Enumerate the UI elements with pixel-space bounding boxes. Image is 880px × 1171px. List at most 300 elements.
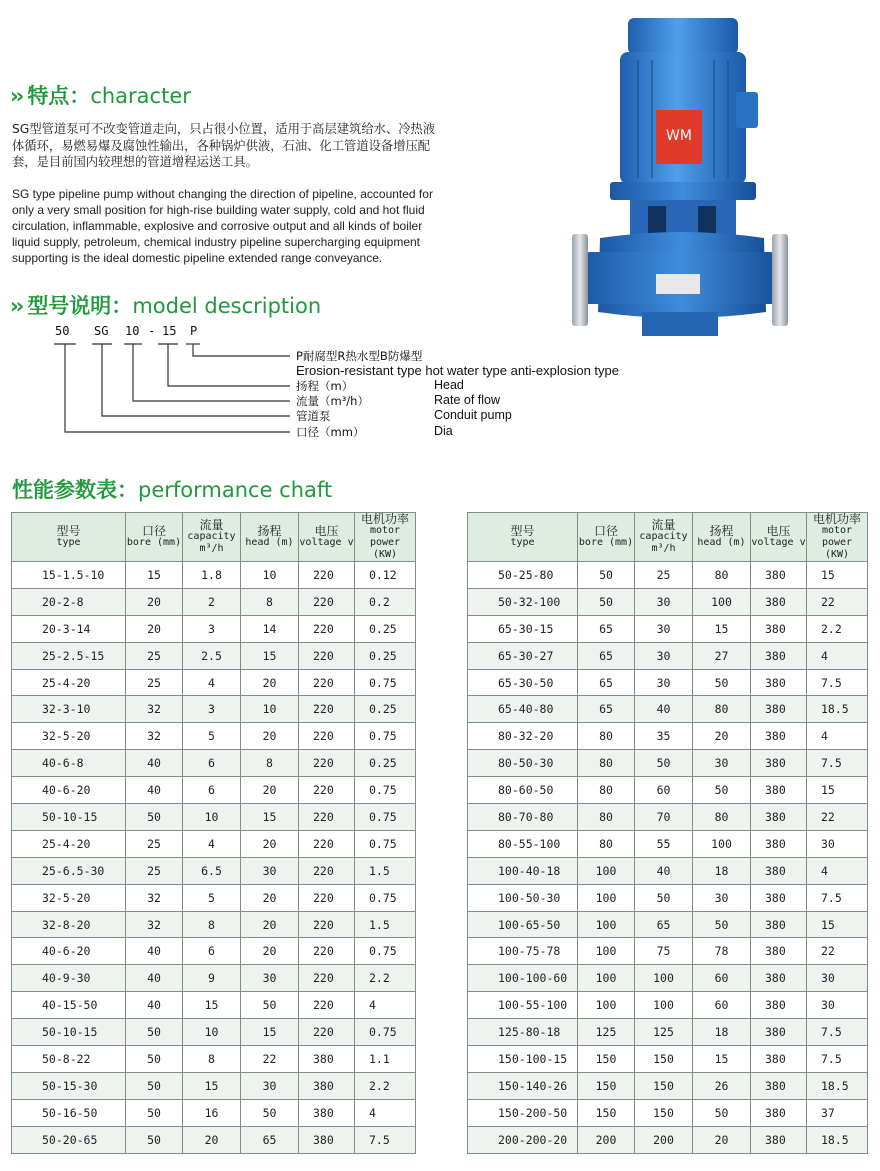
cell-head: 80 <box>693 562 751 589</box>
cell-head: 50 <box>241 992 299 1019</box>
header-power <box>807 513 868 562</box>
cell-capacity: 10 <box>183 804 241 831</box>
cell-bore: 50 <box>126 804 183 831</box>
cell-head: 15 <box>241 804 299 831</box>
cell-type: 50-15-30 <box>12 1072 126 1099</box>
cell-capacity: 5 <box>183 884 241 911</box>
cell-bore: 25 <box>126 669 183 696</box>
cell-head: 8 <box>241 750 299 777</box>
cell-power: 30 <box>807 965 868 992</box>
cell-head: 20 <box>241 884 299 911</box>
header-bore-en: bore (mm) <box>126 537 182 548</box>
cell-bore: 100 <box>578 965 635 992</box>
table-row <box>468 588 868 615</box>
character-title: ›› 特点：character <box>10 84 191 108</box>
cell-voltage: 380 <box>751 804 807 831</box>
cell-voltage: 380 <box>751 830 807 857</box>
cell-type: 100-100-60 <box>468 965 578 992</box>
performance-table-left <box>11 512 416 1154</box>
table-row <box>468 562 868 589</box>
header-capacity <box>183 513 241 562</box>
model-code-dash: - <box>148 324 156 338</box>
cell-type: 125-80-18 <box>468 1019 578 1046</box>
cell-power: 0.75 <box>355 804 416 831</box>
cell-voltage: 220 <box>299 669 355 696</box>
model-title: ›› 型号说明：model description <box>10 294 322 318</box>
model-code-type: P <box>190 324 198 338</box>
model-row-flow-cn: 流量（m³/h） <box>296 394 369 408</box>
cell-bore: 50 <box>126 1072 183 1099</box>
cell-power: 30 <box>807 830 868 857</box>
cell-bore: 80 <box>578 723 635 750</box>
cell-head: 100 <box>693 588 751 615</box>
pump-image <box>560 12 800 342</box>
cell-head: 22 <box>241 1046 299 1073</box>
cell-type: 25-6.5-30 <box>12 857 126 884</box>
cell-type: 40-6-20 <box>12 777 126 804</box>
cell-power: 0.75 <box>355 830 416 857</box>
cell-type: 50-16-50 <box>12 1099 126 1126</box>
cell-head: 20 <box>693 723 751 750</box>
cell-power: 0.75 <box>355 1019 416 1046</box>
cell-bore: 100 <box>578 911 635 938</box>
cell-head: 8 <box>241 588 299 615</box>
table-row <box>468 804 868 831</box>
cell-voltage: 380 <box>751 1046 807 1073</box>
cell-voltage: 220 <box>299 911 355 938</box>
cell-head: 20 <box>241 669 299 696</box>
cell-bore: 20 <box>126 588 183 615</box>
cell-bore: 65 <box>578 669 635 696</box>
table-header-row <box>468 513 868 562</box>
cell-power: 15 <box>807 777 868 804</box>
table-row <box>12 1019 416 1046</box>
header-voltage <box>751 513 807 562</box>
cell-bore: 80 <box>578 750 635 777</box>
cell-power: 0.75 <box>355 669 416 696</box>
cell-capacity: 3 <box>183 696 241 723</box>
cell-voltage: 380 <box>751 1126 807 1153</box>
cell-capacity: 30 <box>635 669 693 696</box>
cell-bore: 65 <box>578 642 635 669</box>
cell-bore: 65 <box>578 615 635 642</box>
cell-power: 15 <box>807 562 868 589</box>
cell-capacity: 75 <box>635 938 693 965</box>
cell-power: 0.25 <box>355 696 416 723</box>
cell-type: 25-4-20 <box>12 830 126 857</box>
cell-head: 26 <box>693 1072 751 1099</box>
cell-voltage: 220 <box>299 938 355 965</box>
cell-type: 100-75-78 <box>468 938 578 965</box>
cell-power: 7.5 <box>807 884 868 911</box>
cell-type: 40-6-8 <box>12 750 126 777</box>
cell-voltage: 380 <box>751 588 807 615</box>
cell-type: 100-40-18 <box>468 857 578 884</box>
table-row <box>12 857 416 884</box>
cell-capacity: 15 <box>183 992 241 1019</box>
cell-bore: 40 <box>126 938 183 965</box>
header-capacity-cn: 流量 <box>651 518 676 532</box>
cell-capacity: 9 <box>183 965 241 992</box>
header-capacity <box>635 513 693 562</box>
cell-type: 100-55-100 <box>468 992 578 1019</box>
cell-bore: 40 <box>126 965 183 992</box>
cell-power: 18.5 <box>807 1126 868 1153</box>
header-power-cn: 电机功率 <box>360 512 409 526</box>
header-head <box>693 513 751 562</box>
cell-power: 0.75 <box>355 884 416 911</box>
table-row <box>468 992 868 1019</box>
cell-type: 32-3-10 <box>12 696 126 723</box>
cell-bore: 32 <box>126 911 183 938</box>
table-row <box>12 777 416 804</box>
cell-bore: 150 <box>578 1099 635 1126</box>
cell-head: 30 <box>693 750 751 777</box>
cell-bore: 200 <box>578 1126 635 1153</box>
cell-power: 4 <box>355 992 416 1019</box>
cell-head: 50 <box>693 669 751 696</box>
cell-power: 1.5 <box>355 911 416 938</box>
header-bore <box>126 513 183 562</box>
cell-capacity: 8 <box>183 911 241 938</box>
cell-bore: 50 <box>126 1046 183 1073</box>
header-voltage-en: voltage v <box>299 537 354 548</box>
model-row-head-en: Head <box>434 378 464 392</box>
cell-head: 20 <box>241 777 299 804</box>
table-row <box>468 1019 868 1046</box>
header-power-cn: 电机功率 <box>812 512 861 526</box>
table-row <box>468 1072 868 1099</box>
table-row <box>12 884 416 911</box>
cell-type: 50-10-15 <box>12 1019 126 1046</box>
header-bore <box>578 513 635 562</box>
table-row <box>468 669 868 696</box>
header-capacity-cn: 流量 <box>199 518 224 532</box>
cell-bore: 100 <box>578 938 635 965</box>
cell-type: 150-100-15 <box>468 1046 578 1073</box>
cell-type: 80-50-30 <box>468 750 578 777</box>
cell-head: 50 <box>693 1099 751 1126</box>
cell-bore: 40 <box>126 777 183 804</box>
cell-power: 2.2 <box>355 1072 416 1099</box>
cell-voltage: 220 <box>299 642 355 669</box>
cell-power: 0.2 <box>355 588 416 615</box>
cell-voltage: 380 <box>751 642 807 669</box>
cell-bore: 15 <box>126 562 183 589</box>
cell-type: 32-5-20 <box>12 723 126 750</box>
cell-voltage: 380 <box>751 857 807 884</box>
cell-head: 50 <box>693 911 751 938</box>
model-code-flow: 10 <box>125 324 140 338</box>
cell-voltage: 220 <box>299 1019 355 1046</box>
cell-capacity: 3 <box>183 615 241 642</box>
cell-voltage: 220 <box>299 723 355 750</box>
cell-power: 7.5 <box>807 1019 868 1046</box>
cell-voltage: 380 <box>751 669 807 696</box>
table-row <box>12 669 416 696</box>
header-type-en: type <box>56 537 81 548</box>
model-row-head-cn: 扬程（m） <box>296 379 354 393</box>
cell-capacity: 30 <box>635 588 693 615</box>
cell-bore: 150 <box>578 1046 635 1073</box>
table-row <box>12 696 416 723</box>
header-head-en: head (m) <box>245 537 294 548</box>
model-row-dia-en: Dia <box>434 424 453 438</box>
cell-voltage: 380 <box>751 938 807 965</box>
cell-head: 10 <box>241 562 299 589</box>
cell-head: 20 <box>241 723 299 750</box>
cell-capacity: 4 <box>183 830 241 857</box>
cell-voltage: 380 <box>751 696 807 723</box>
cell-head: 27 <box>693 642 751 669</box>
cell-voltage: 380 <box>751 965 807 992</box>
cell-head: 20 <box>241 938 299 965</box>
header-bore-en: bore (mm) <box>578 537 634 548</box>
cell-power: 4 <box>355 1099 416 1126</box>
model-row-flow-en: Rate of flow <box>434 393 501 407</box>
table-row <box>468 750 868 777</box>
cell-capacity: 25 <box>635 562 693 589</box>
cell-capacity: 125 <box>635 1019 693 1046</box>
table-row <box>468 884 868 911</box>
cell-power: 37 <box>807 1099 868 1126</box>
cell-bore: 25 <box>126 830 183 857</box>
model-row-type-en: Erosion-resistant type hot water type anti-explosion type <box>296 363 620 378</box>
cell-type: 50-20-65 <box>12 1126 126 1153</box>
cell-head: 100 <box>693 830 751 857</box>
table-row <box>12 1099 416 1126</box>
cell-head: 30 <box>693 884 751 911</box>
table-row <box>12 830 416 857</box>
cell-capacity: 100 <box>635 965 693 992</box>
table-row <box>468 965 868 992</box>
cell-type: 200-200-20 <box>468 1126 578 1153</box>
cell-capacity: 70 <box>635 804 693 831</box>
cell-voltage: 380 <box>299 1126 355 1153</box>
cell-capacity: 1.8 <box>183 562 241 589</box>
cell-power: 0.25 <box>355 750 416 777</box>
cell-head: 50 <box>241 1099 299 1126</box>
cell-capacity: 100 <box>635 992 693 1019</box>
cell-capacity: 6 <box>183 938 241 965</box>
header-power-en: motor power (KW) <box>369 525 401 560</box>
cell-bore: 32 <box>126 696 183 723</box>
cell-power: 7.5 <box>807 669 868 696</box>
cell-head: 60 <box>693 965 751 992</box>
cell-type: 80-32-20 <box>468 723 578 750</box>
cell-type: 40-15-50 <box>12 992 126 1019</box>
header-head-en: head (m) <box>697 537 746 548</box>
cell-head: 30 <box>241 1072 299 1099</box>
cell-power: 7.5 <box>807 1046 868 1073</box>
cell-voltage: 220 <box>299 750 355 777</box>
cell-capacity: 50 <box>635 884 693 911</box>
cell-voltage: 220 <box>299 696 355 723</box>
cell-bore: 125 <box>578 1019 635 1046</box>
cell-type: 65-30-15 <box>468 615 578 642</box>
performance-table-right <box>467 512 868 1154</box>
cell-type: 50-32-100 <box>468 588 578 615</box>
cell-type: 80-60-50 <box>468 777 578 804</box>
header-type <box>12 513 126 562</box>
cell-voltage: 220 <box>299 562 355 589</box>
cell-power: 0.75 <box>355 938 416 965</box>
cell-capacity: 8 <box>183 1046 241 1073</box>
cell-voltage: 220 <box>299 804 355 831</box>
table-row <box>12 723 416 750</box>
cell-capacity: 6.5 <box>183 857 241 884</box>
header-capacity-en: capacity m³/h <box>187 531 236 554</box>
cell-head: 18 <box>693 857 751 884</box>
performance-title: 性能参数表：performance chaft <box>12 478 333 502</box>
cell-head: 15 <box>241 642 299 669</box>
character-text-cn: SG型管道泵可不改变管道走向，只占很小位置，适用于高层建筑给水、冷热液体循环，易燃易爆及腐蚀性输出，各种锅炉供液，石油、化工管道设备增压配套，是目前国内较理想的管道增程运送工具。 <box>12 122 436 169</box>
cell-bore: 50 <box>126 1099 183 1126</box>
table-row <box>468 1046 868 1073</box>
cell-capacity: 150 <box>635 1072 693 1099</box>
cell-power: 0.75 <box>355 723 416 750</box>
cell-type: 150-200-50 <box>468 1099 578 1126</box>
header-head-cn: 扬程 <box>709 524 734 538</box>
cell-bore: 25 <box>126 857 183 884</box>
cell-type: 40-9-30 <box>12 965 126 992</box>
cell-capacity: 30 <box>635 615 693 642</box>
cell-type: 32-8-20 <box>12 911 126 938</box>
cell-voltage: 220 <box>299 992 355 1019</box>
cell-power: 15 <box>807 911 868 938</box>
character-text-en: SG type pipeline pump without changing the direction of pipeline, accounted for only a very small position for high-rise building water supply, cold and hot fluid circulation, inflammable, explosive and corrosive output and all kinds of boiler liquid supply, petroleum, chemical industry pipeline supercharging equipment supporting is the ideal domestic pipeline extended range conveyance. <box>12 187 433 265</box>
cell-power: 4 <box>807 723 868 750</box>
cell-power: 22 <box>807 804 868 831</box>
cell-power: 2.2 <box>807 615 868 642</box>
cell-head: 15 <box>693 615 751 642</box>
cell-voltage: 380 <box>751 615 807 642</box>
header-type-cn: 型号 <box>56 524 81 538</box>
cell-power: 4 <box>807 857 868 884</box>
table-row <box>468 911 868 938</box>
model-code-50: 50 <box>55 324 70 338</box>
cell-type: 80-70-80 <box>468 804 578 831</box>
cell-capacity: 150 <box>635 1046 693 1073</box>
cell-type: 50-25-80 <box>468 562 578 589</box>
cell-bore: 80 <box>578 777 635 804</box>
model-row-type-cn: P耐腐型R热水型B防爆型 <box>296 349 423 363</box>
cell-capacity: 55 <box>635 830 693 857</box>
table-row <box>12 938 416 965</box>
cell-head: 15 <box>241 1019 299 1046</box>
model-code-head: 15 <box>162 324 177 338</box>
svg-text:WM: WM <box>666 128 692 144</box>
cell-type: 65-30-50 <box>468 669 578 696</box>
table-row <box>468 1126 868 1153</box>
cell-bore: 80 <box>578 830 635 857</box>
table-header-row <box>12 513 416 562</box>
cell-power: 2.2 <box>355 965 416 992</box>
header-bore-cn: 口径 <box>593 524 618 538</box>
cell-type: 50-10-15 <box>12 804 126 831</box>
header-head <box>241 513 299 562</box>
header-voltage-en: voltage v <box>751 537 806 548</box>
cell-power: 18.5 <box>807 1072 868 1099</box>
cell-power: 7.5 <box>807 750 868 777</box>
cell-power: 1.5 <box>355 857 416 884</box>
header-power <box>355 513 416 562</box>
cell-type: 65-30-27 <box>468 642 578 669</box>
cell-head: 10 <box>241 696 299 723</box>
table-row <box>468 1099 868 1126</box>
cell-capacity: 6 <box>183 777 241 804</box>
model-row-pump-cn: 管道泵 <box>296 409 331 423</box>
header-type-en: type <box>510 537 535 548</box>
cell-power: 0.25 <box>355 642 416 669</box>
cell-head: 50 <box>693 777 751 804</box>
cell-power: 1.1 <box>355 1046 416 1073</box>
cell-bore: 32 <box>126 723 183 750</box>
cell-capacity: 2 <box>183 588 241 615</box>
cell-power: 22 <box>807 588 868 615</box>
cell-head: 18 <box>693 1019 751 1046</box>
cell-type: 65-40-80 <box>468 696 578 723</box>
cell-voltage: 220 <box>299 588 355 615</box>
cell-power: 0.12 <box>355 562 416 589</box>
model-row-pump-en: Conduit pump <box>434 408 512 422</box>
cell-bore: 50 <box>578 588 635 615</box>
table-row <box>12 992 416 1019</box>
cell-head: 15 <box>693 1046 751 1073</box>
table-row <box>12 1126 416 1153</box>
table-row <box>12 588 416 615</box>
header-type-cn: 型号 <box>510 524 535 538</box>
table-row <box>12 750 416 777</box>
cell-type: 100-65-50 <box>468 911 578 938</box>
table-row <box>12 1046 416 1073</box>
cell-bore: 80 <box>578 804 635 831</box>
cell-bore: 40 <box>126 750 183 777</box>
cell-type: 50-8-22 <box>12 1046 126 1073</box>
cell-type: 25-2.5-15 <box>12 642 126 669</box>
cell-voltage: 380 <box>751 750 807 777</box>
table-row <box>12 965 416 992</box>
table-row <box>468 777 868 804</box>
cell-capacity: 65 <box>635 911 693 938</box>
header-voltage <box>299 513 355 562</box>
cell-type: 15-1.5-10 <box>12 562 126 589</box>
cell-head: 78 <box>693 938 751 965</box>
cell-bore: 32 <box>126 884 183 911</box>
cell-bore: 100 <box>578 884 635 911</box>
header-bore-cn: 口径 <box>141 524 166 538</box>
table-row <box>468 857 868 884</box>
cell-capacity: 150 <box>635 1099 693 1126</box>
header-type <box>468 513 578 562</box>
cell-voltage: 380 <box>751 723 807 750</box>
cell-capacity: 20 <box>183 1126 241 1153</box>
table-row <box>468 723 868 750</box>
cell-power: 22 <box>807 938 868 965</box>
header-voltage-cn: 电压 <box>314 524 339 538</box>
cell-type: 32-5-20 <box>12 884 126 911</box>
cell-type: 40-6-20 <box>12 938 126 965</box>
cell-power: 18.5 <box>807 696 868 723</box>
model-code-sg: SG <box>94 324 109 338</box>
cell-capacity: 200 <box>635 1126 693 1153</box>
cell-capacity: 16 <box>183 1099 241 1126</box>
cell-bore: 50 <box>126 1019 183 1046</box>
cell-capacity: 50 <box>635 750 693 777</box>
cell-capacity: 15 <box>183 1072 241 1099</box>
cell-head: 20 <box>693 1126 751 1153</box>
cell-voltage: 220 <box>299 615 355 642</box>
